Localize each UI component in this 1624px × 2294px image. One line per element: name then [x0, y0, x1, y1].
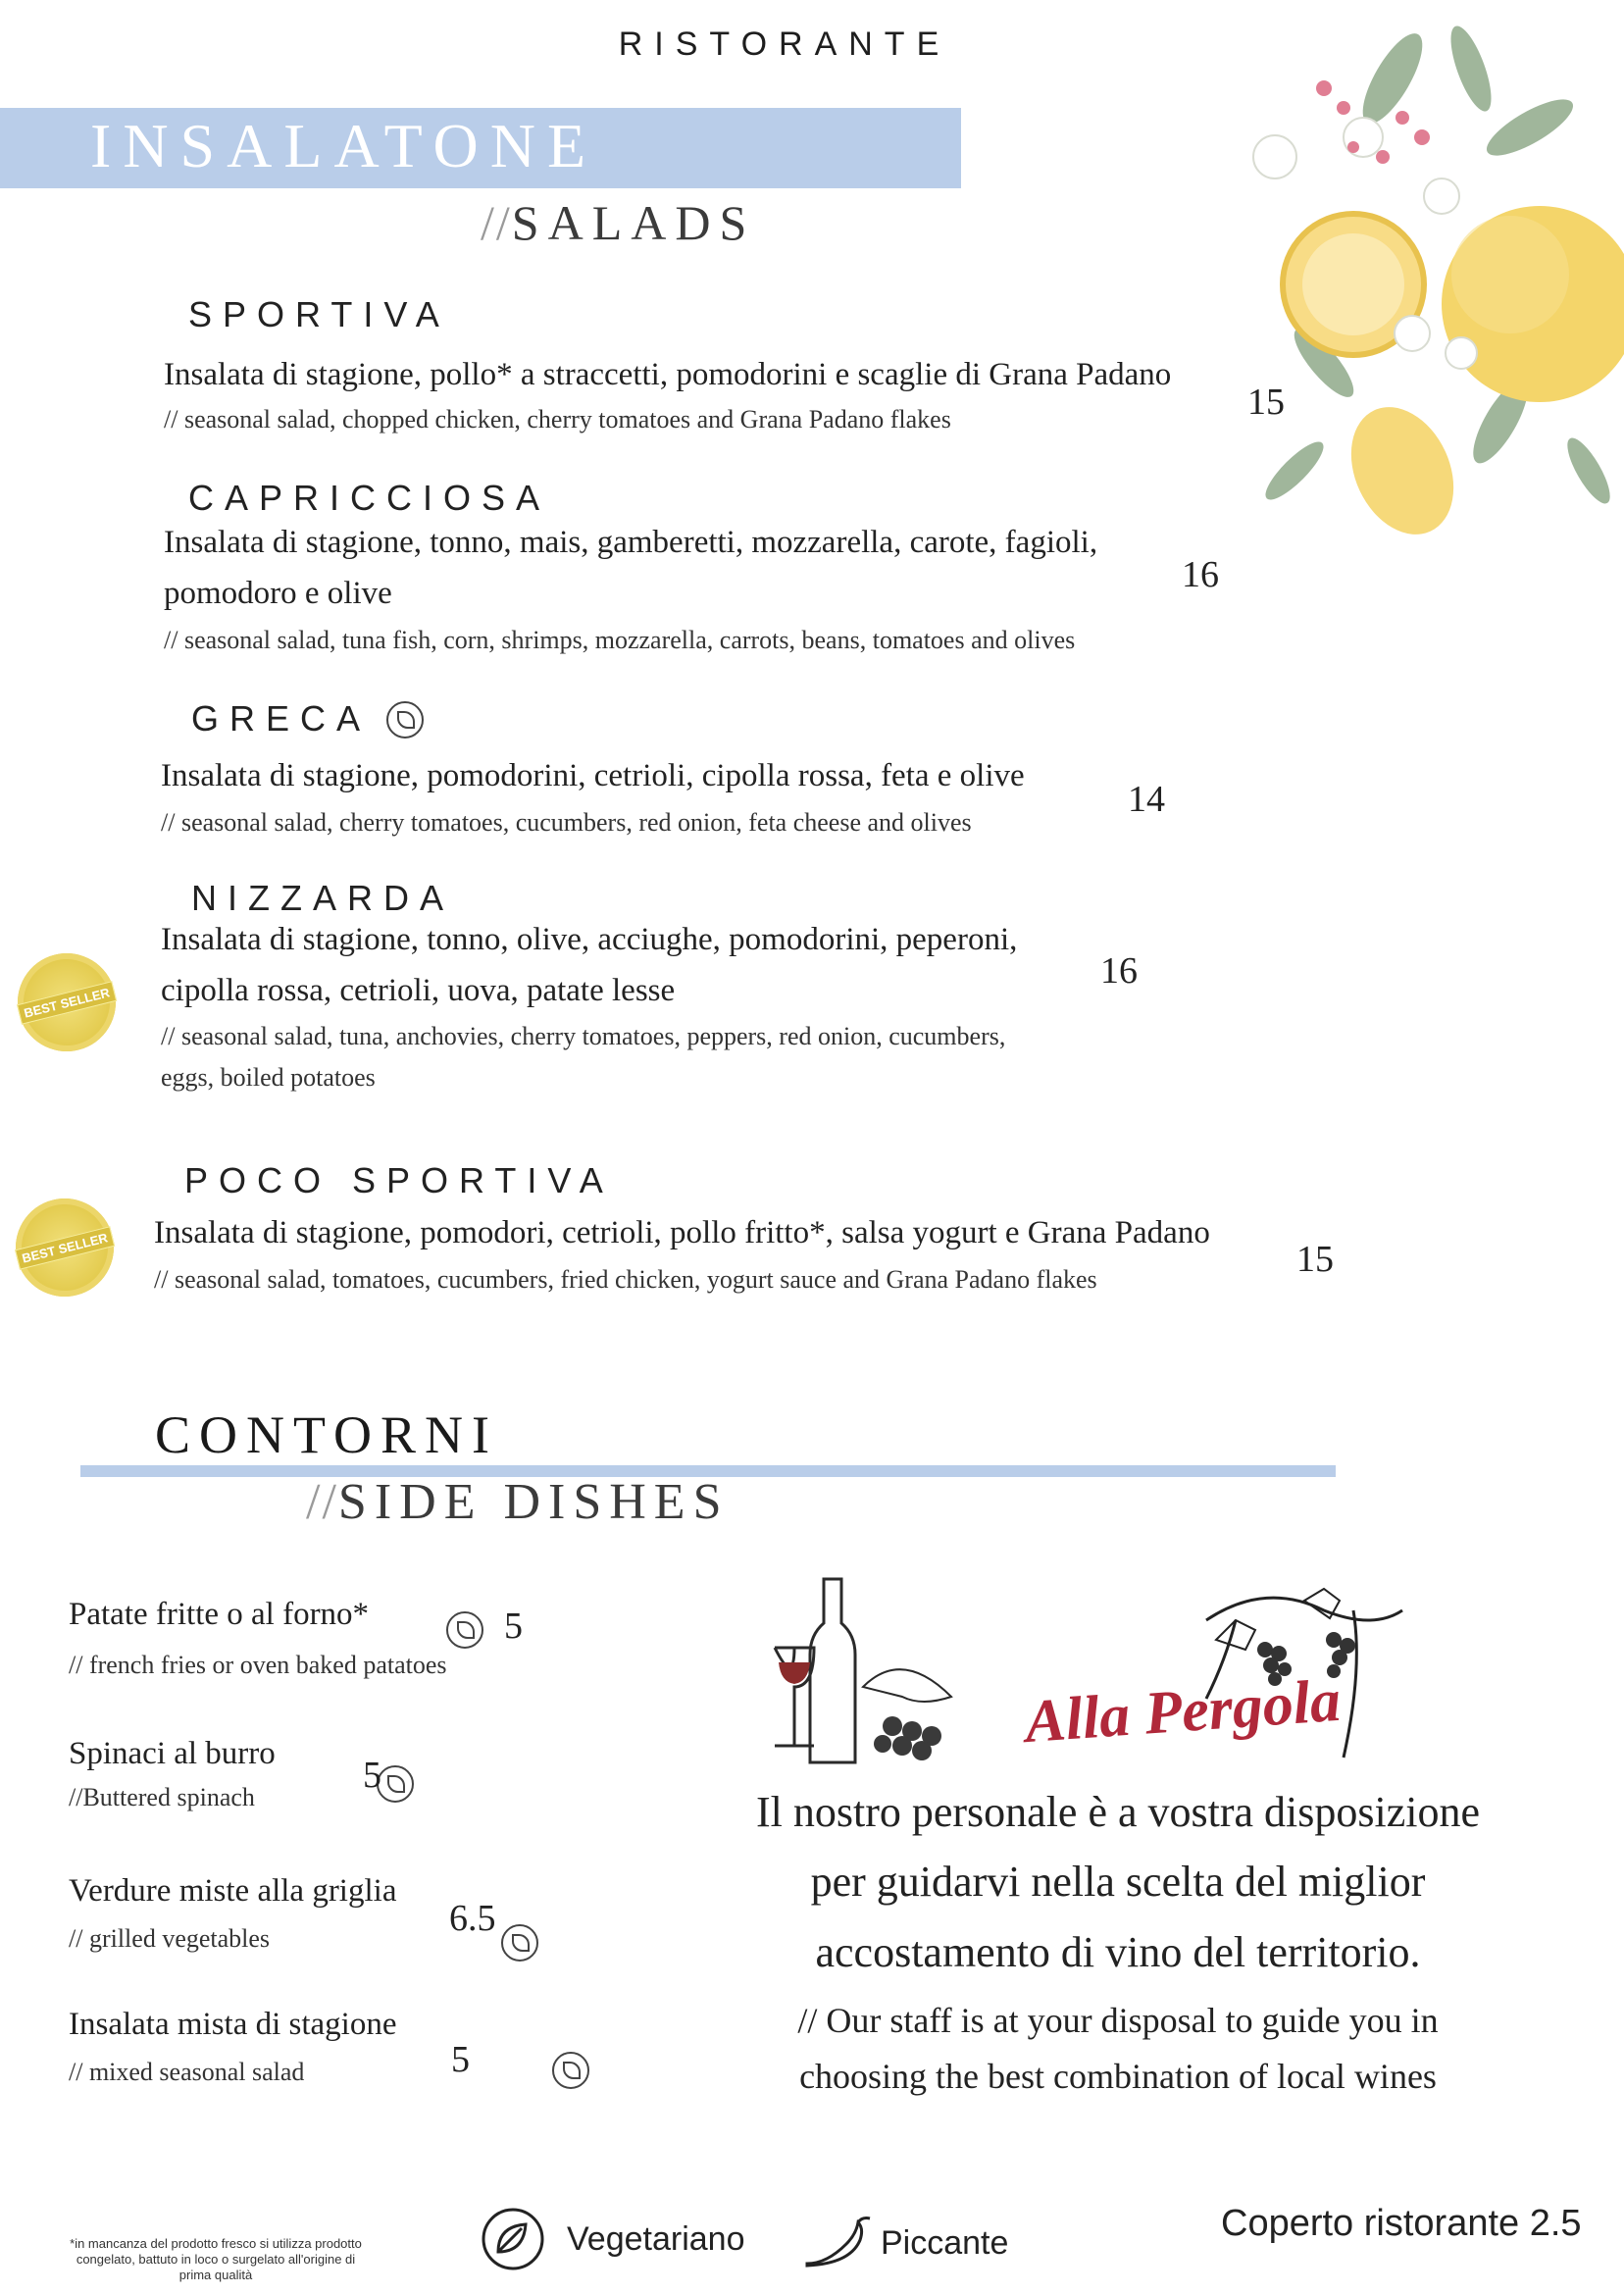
- subtitle-slashes: //: [306, 1474, 338, 1530]
- badge-label: BEST SELLER: [17, 981, 117, 1024]
- dish-description-en: // seasonal salad, cherry tomatoes, cucumbers, red onion, feta cheese and olives: [161, 808, 972, 837]
- dish-price: 15: [1296, 1239, 1334, 1280]
- side-dish-name: Spinaci al burro: [69, 1736, 276, 1771]
- dish-description-en-line2: eggs, boiled potatoes: [161, 1063, 376, 1092]
- subtitle-text: SALADS: [511, 195, 756, 250]
- vegetarian-leaf-icon: [501, 1924, 538, 1962]
- footnote-frozen-products: *in mancanza del prodotto fresco si utilizza prodotto congelato, battuto in loco o surgelato all'origine di prima qualità: [70, 2236, 362, 2282]
- vegetarian-leaf-icon: [377, 1765, 414, 1803]
- dish-description-en-line1: // seasonal salad, tuna, anchovies, cherry tomatoes, peppers, red onion, cucumbers,: [161, 1022, 1006, 1050]
- side-dish-price: 5: [451, 2039, 470, 2080]
- side-dish-description-en: // french fries or oven baked patatoes: [69, 1651, 447, 1679]
- wine-text-en-line1: // Our staff is at your disposal to guide you in: [797, 2001, 1439, 2040]
- dish-name-poco-sportiva: POCO SPORTIVA: [184, 1160, 614, 1200]
- restaurant-label: RISTORANTE: [618, 25, 951, 63]
- wine-text-it-line3: accostamento di vino del territorio.: [815, 1928, 1421, 1976]
- wine-bottle-illustration: [765, 1569, 971, 1775]
- side-dish-price: 5: [363, 1755, 381, 1796]
- side-dish-name: Insalata mista di stagione: [69, 2007, 397, 2042]
- vegetarian-leaf-icon: [552, 2052, 589, 2089]
- side-dish-description-en: // grilled vegetables: [69, 1924, 271, 1953]
- side-dish-name: Verdure miste alla griglia: [69, 1873, 397, 1909]
- dish-description-en: // seasonal salad, tomatoes, cucumbers, fried chicken, yogurt sauce and Grana Padano flakes: [154, 1265, 1097, 1294]
- vegetarian-leaf-icon: [446, 1611, 483, 1649]
- dish-price: 16: [1182, 554, 1219, 595]
- dish-name-sportiva: SPORTIVA: [188, 294, 450, 334]
- dish-description-en: // seasonal salad, chopped chicken, cherry tomatoes and Grana Padano flakes: [164, 405, 951, 433]
- vegetarian-legend-icon: [481, 2207, 545, 2271]
- dish-price: 16: [1100, 950, 1138, 992]
- dish-name-nizzarda: NIZZARDA: [191, 878, 454, 918]
- dish-price: 14: [1128, 779, 1165, 820]
- vegetarian-leaf-icon: [386, 701, 424, 739]
- dish-description-it-line1: Insalata di stagione, tonno, olive, acciughe, pomodorini, peperoni,: [161, 922, 1018, 957]
- wine-text-it-line1: Il nostro personale è a vostra disposizione: [755, 1788, 1481, 1836]
- dish-price: 15: [1247, 382, 1285, 423]
- dish-description-en: // seasonal salad, tuna fish, corn, shrimps, mozzarella, carrots, beans, tomatoes and olives: [164, 626, 1076, 654]
- dish-description-it-line2: cipolla rossa, cetrioli, uova, patate lesse: [161, 973, 676, 1008]
- dish-name-greca: GRECA: [191, 698, 372, 739]
- dish-description-it-line1: Insalata di stagione, tonno, mais, gamberetti, mozzarella, carote, fagioli,: [164, 525, 1098, 560]
- brand-logo-alla-pergola: Alla Pergola: [1022, 1666, 1344, 1757]
- lemon-blossom-illustration: [1177, 10, 1624, 559]
- side-dish-description-en: // mixed seasonal salad: [69, 2058, 305, 2086]
- chili-pepper-icon: [799, 2215, 874, 2273]
- best-seller-badge: [5, 1188, 124, 1306]
- dish-description-it: Insalata di stagione, pomodori, cetrioli, pollo fritto*, salsa yogurt e Grana Padano: [154, 1215, 1210, 1250]
- best-seller-badge: [7, 943, 126, 1061]
- side-dish-price: 5: [504, 1606, 523, 1647]
- subtitle-text: SIDE DISHES: [337, 1474, 730, 1530]
- dish-description-it: Insalata di stagione, pomodorini, cetrioli, cipolla rossa, feta e olive: [161, 758, 1025, 793]
- side-dish-description-en: //Buttered spinach: [69, 1783, 255, 1811]
- section-subtitle-salads: [481, 194, 755, 251]
- badge-label: BEST SELLER: [15, 1226, 115, 1269]
- wine-text-en-line2: choosing the best combination of local wines: [799, 2057, 1437, 2096]
- side-dish-name: Patate fritte o al forno*: [69, 1597, 370, 1632]
- side-dish-price: 6.5: [449, 1898, 496, 1939]
- legend-vegetarian-label: Vegetariano: [567, 2220, 745, 2258]
- cover-charge: Coperto ristorante 2.5: [1221, 2203, 1582, 2244]
- dish-name-capricciosa: CAPRICCIOSA: [188, 478, 551, 518]
- subtitle-slashes: //: [481, 195, 512, 250]
- dish-description-it-line2: pomodoro e olive: [164, 576, 392, 611]
- legend-spicy-label: Piccante: [881, 2224, 1009, 2262]
- wine-text-it-line2: per guidarvi nella scelta del miglior: [810, 1858, 1426, 1906]
- section-title-contorni: CONTORNI: [155, 1405, 499, 1464]
- section-title-insalatone: INSALATONE: [90, 111, 598, 180]
- dish-description-it: Insalata di stagione, pollo* a straccetti, pomodorini e scaglie di Grana Padano: [164, 357, 1172, 392]
- section-subtitle-side-dishes: [306, 1473, 729, 1531]
